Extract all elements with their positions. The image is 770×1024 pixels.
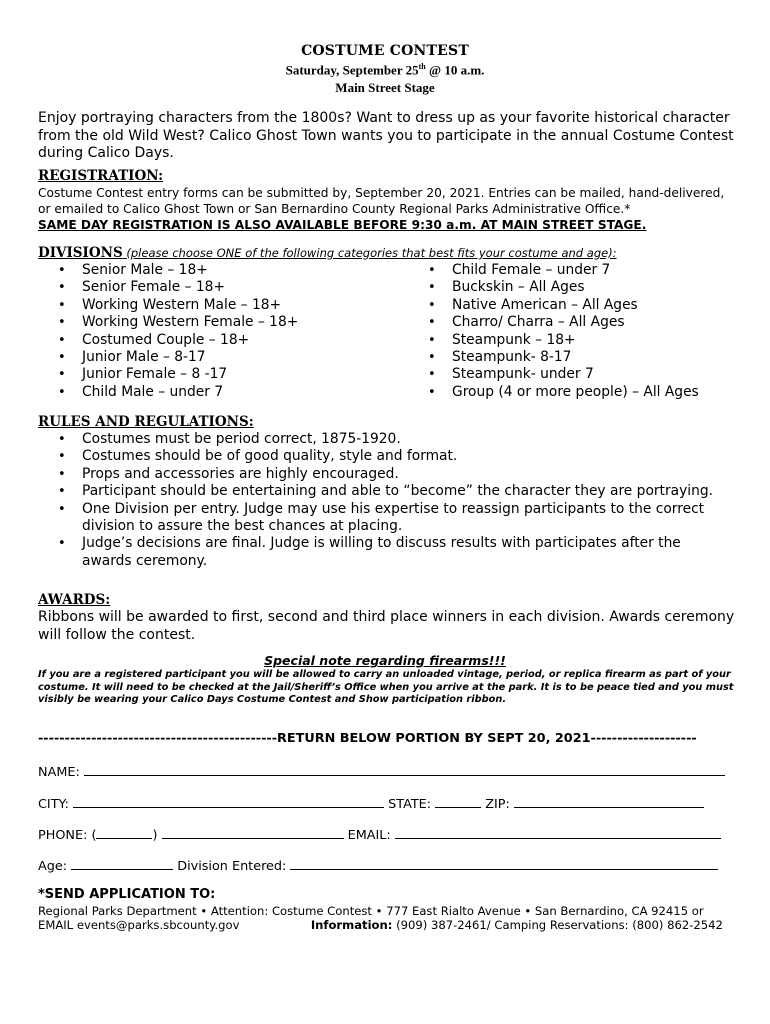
division-field[interactable]	[290, 857, 718, 870]
zip-field[interactable]	[514, 795, 704, 808]
email-label: EMAIL:	[347, 828, 391, 843]
division-item: • Child Female – under 7	[428, 262, 699, 279]
age-field[interactable]	[71, 857, 173, 870]
divisions-right-list	[428, 262, 699, 401]
event-location: Main Street Stage	[335, 80, 435, 95]
division-item: • Steampunk- 8-17	[428, 349, 699, 366]
rule-item: • Costumes must be period correct, 1875-1920.	[58, 431, 728, 448]
awards-text: Ribbons will be awarded to first, second and third place winners in each division. Awards ceremony will follow the contest.	[38, 609, 735, 643]
rule-item: • Participant should be entertaining and able to “become” the character they are portraying.	[58, 483, 728, 500]
division-item: • Senior Male – 18+	[58, 262, 298, 279]
divisions-left-list	[58, 262, 298, 401]
registration-heading: REGISTRATION:	[38, 168, 164, 184]
city-label: CITY:	[38, 797, 69, 812]
state-label: STATE:	[388, 797, 432, 812]
phone-paren-close: )	[152, 828, 158, 843]
age-label: Age:	[38, 859, 68, 874]
division-item: • Working Western Male – 18+	[58, 297, 298, 314]
divisions-heading: DIVISIONS	[38, 245, 123, 261]
event-date-suffix: th	[418, 62, 426, 71]
divisions-note: (please choose ONE of the following categories that best fits your costume and age):	[122, 246, 617, 260]
return-portion-line	[38, 731, 738, 746]
division-item: • Child Male – under 7	[58, 384, 298, 401]
state-field[interactable]	[435, 795, 481, 808]
rule-item: • Props and accessories are highly encouraged.	[58, 466, 728, 483]
division-item: • Junior Female – 8 -17	[58, 366, 298, 383]
division-item: • Junior Male – 8-17	[58, 349, 298, 366]
name-label: NAME:	[38, 765, 80, 780]
city-row	[38, 795, 704, 812]
event-date-text: Saturday, September 25	[285, 62, 419, 78]
division-item: • Costumed Couple – 18+	[58, 332, 298, 349]
firearms-text: If you are a registered participant you will be allowed to carry an unloaded vintage, period, or replica firearm as part of your costume. It will need to be checked at the Jail/Sheriff’s Office when you arrive at the park. It is to be peace tied and you must visibly be wearing your Calico Days Costume Contest and Show participation ribbon.	[38, 669, 734, 705]
send-email: EMAIL events@parks.sbcounty.gov	[38, 918, 240, 932]
name-row	[38, 763, 725, 780]
rule-item: • Judge’s decisions are final. Judge is willing to discuss results with participates after the awards ceremony.	[58, 535, 728, 570]
zip-label: ZIP:	[485, 797, 510, 812]
intro-paragraph: Enjoy portraying characters from the 1800s? Want to dress up as your favorite historical character from the old Wild West? Calico Ghost Town wants you to participate in the annual Costume Contest during Calico Days.	[38, 110, 734, 161]
phone-area-code-field[interactable]	[96, 826, 152, 839]
event-date	[0, 62, 770, 78]
phone-number-field[interactable]	[162, 826, 344, 839]
division-label: Division Entered:	[177, 859, 287, 874]
division-item: • Steampunk – 18+	[428, 332, 699, 349]
division-item: • Buckskin – All Ages	[428, 279, 699, 296]
firearms-title: Special note regarding firearms!!!	[264, 653, 506, 668]
age-division-row	[38, 857, 718, 874]
return-dashes-right: --------------------	[590, 731, 697, 746]
send-address: Regional Parks Department • Attention: Costume Contest • 777 East Rialto Avenue • San Bernardino, CA 92415 or	[38, 904, 704, 918]
awards-heading: AWARDS:	[38, 592, 111, 608]
division-item: • Steampunk- under 7	[428, 366, 699, 383]
divisions-heading-line	[38, 245, 738, 261]
rules-heading: RULES AND REGULATIONS:	[38, 414, 254, 430]
email-field[interactable]	[395, 826, 721, 839]
same-day-registration: SAME DAY REGISTRATION IS ALSO AVAILABLE BEFORE 9:30 a.m. AT MAIN STREET STAGE.	[38, 218, 647, 232]
registration-text: Costume Contest entry forms can be submitted by, September 20, 2021. Entries can be mailed, hand-delivered, or emailed to Calico Ghost Town or San Bernardino County Regional Parks Administrative Office.*	[38, 186, 725, 216]
page-title: COSTUME CONTEST	[301, 43, 469, 59]
phone-row	[38, 826, 721, 843]
division-item: • Charro/ Charra – All Ages	[428, 314, 699, 331]
send-heading: *SEND APPLICATION TO:	[38, 887, 216, 902]
rules-list	[58, 431, 728, 570]
city-field[interactable]	[73, 795, 384, 808]
division-item: • Native American – All Ages	[428, 297, 699, 314]
phone-label: PHONE: (	[38, 828, 97, 843]
info-label: Information:	[310, 918, 393, 932]
event-time: @ 10 a.m.	[425, 62, 485, 78]
rule-item: • Costumes should be of good quality, style and format.	[58, 448, 728, 465]
info-text: (909) 387-2461/ Camping Reservations: (800) 862-2542	[392, 918, 723, 932]
division-item: • Senior Female – 18+	[58, 279, 298, 296]
send-contact-line	[38, 918, 738, 932]
name-field[interactable]	[84, 763, 725, 776]
return-label: RETURN BELOW PORTION BY SEPT 20, 2021	[277, 731, 591, 746]
return-dashes-left: ---------------------------------------------	[38, 731, 278, 746]
rule-item: • One Division per entry. Judge may use his expertise to reassign participants to the correct division to assure the best chances at placing.	[58, 501, 728, 536]
division-item: • Group (4 or more people) – All Ages	[428, 384, 699, 401]
division-item: • Working Western Female – 18+	[58, 314, 298, 331]
